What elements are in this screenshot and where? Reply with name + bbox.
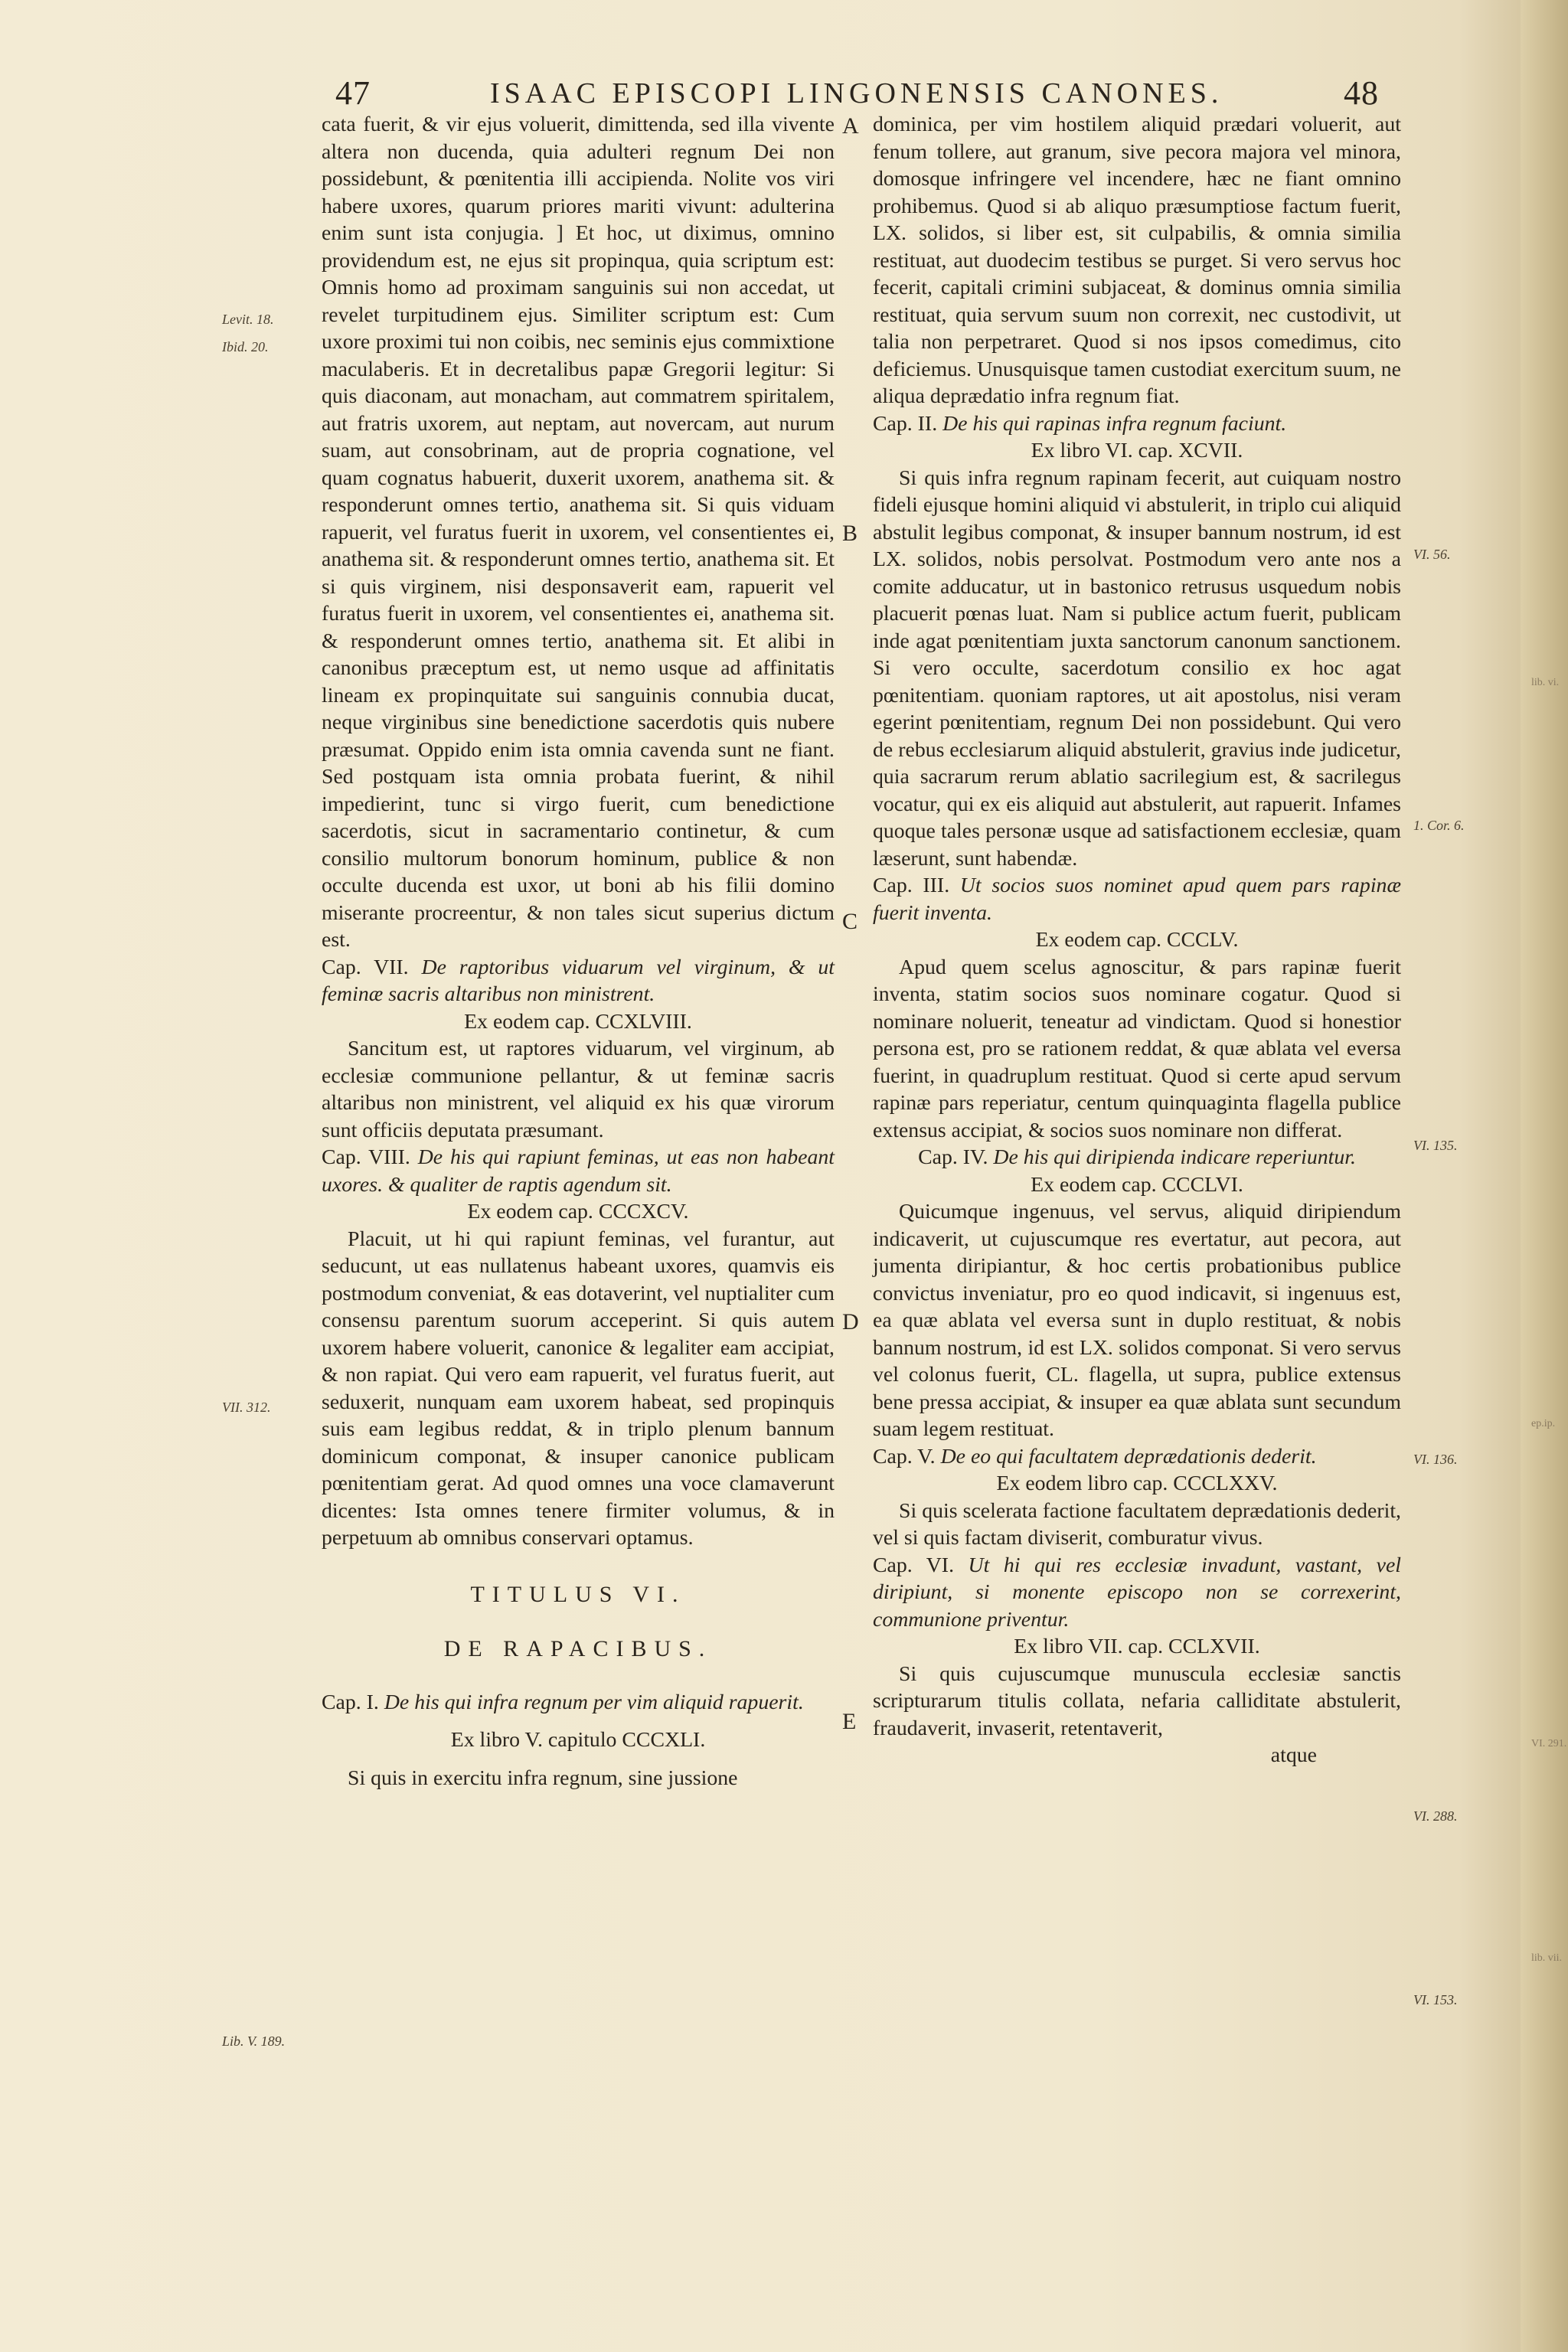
chapter-source: Ex eodem cap. CCCXCV. — [467, 1200, 689, 1223]
chapter-number: Cap. II. — [873, 411, 938, 436]
chapter-heading — [873, 410, 1401, 438]
chapter-number: Cap. V. — [873, 1444, 936, 1468]
titulus-heading — [322, 1581, 835, 1663]
section-letter-c: C — [842, 909, 858, 934]
section-letter-d: D — [842, 1309, 859, 1334]
paragraph: dominica, per vim hostilem aliquid prædari voluerit, aut fenum tollere, aut granum, sive pecora majora vel minora, domosque infringere vel incendere, hæc ne fiant omnino prohibemus. Quod si ab aliquo præsumptiose factum fuerit, LX. solidos, si liber est, sit culpabilis, & omnia similia restituat, aut duodecim testibus se purget. Si vero servus hoc fecerit, capitali crimini subjaceat, & dominus omnia similia restituat, quia servum suum non correxit, nec custodivit, ut talia non perpetraret. Quod si nos ipsos comedimus, cito deficiemus. Unusquisque tamen custodiat exercitum suum, ne aliqua deprædatio infra regnum fiat. — [873, 113, 1401, 408]
margin-note-vi-288: VI. 288. — [1413, 1808, 1458, 1824]
chapter-title: Ut socios suos nominet apud quem pars rapinæ fuerit inventa. — [873, 874, 1401, 925]
chapter-title: De his qui infra regnum per vim aliquid rapuerit. — [384, 1690, 804, 1714]
chapter-source: Ex eodem cap. CCCLVI. — [1031, 1172, 1243, 1197]
chapter-heading — [873, 872, 1401, 926]
edge-fragment: ep.ip. — [1531, 1418, 1556, 1429]
folio-right: 48 — [1344, 74, 1379, 112]
right-column — [873, 111, 1401, 1769]
paragraph: Si quis scelerata factione facultatem deprædationis dederit, vel si quis factam diviserit, comburatur vivus. — [873, 1498, 1401, 1550]
paragraph: Sancitum est, ut raptores viduarum, vel virginum, ab ecclesiæ communione pellantur, & ut feminæ sacris altaribus non ministrent, vel aliquid ex his quæ virorum sunt officiis deputata præsumant. — [322, 1037, 835, 1142]
margin-note-vii-312: VII. 312. — [222, 1400, 271, 1415]
chapter-heading — [322, 1144, 835, 1198]
chapter-source: Ex eodem libro cap. CCCLXXV. — [996, 1472, 1278, 1495]
paragraph: Si quis infra regnum rapinam fecerit, aut cuiquam nostro fideli ejusque homini aliquid vi abstulerit, in triplo cui aliquid abstulit legibus componat, & insuper bannum nostrum, id est LX. solidos, nobis persolvat. Postmodum vero ante nos a comite adducatur, ut in bastonico retrusus usquedum nobis placuerit pœnas luat. Nam si publice actum fuerit, publicam inde agat pœnitentiam juxta sanctorum canonum sanctionem. Si vero occulte, sacerdotum consilio ex hoc agat pœnitentiam. quoniam raptores, ut ait apostolus, nisi veram egerint pœnitentiam, regnum Dei non possidebunt. Qui vero de rebus ecclesiarum aliquid abstulerit, gravius inde judicetur, quia sacrarum rerum ablatio sacrilegium est, & sacrilegus vocatur, qui ex eis aliquid aut abstulerit, aut rapuerit. Infames quoque tales personæ usque ad satisfactionem ecclesiæ, quam læserunt, sunt habendæ. — [873, 466, 1401, 871]
paragraph: Si quis in exercitu infra regnum, sine jussione — [348, 1766, 738, 1790]
chapter-title: Ut hi qui res ecclesiæ invadunt, vastant, vel diripiunt, si monente episcopo non se correxerint, communione priventur. — [873, 1553, 1402, 1632]
chapter-number: Cap. III. — [873, 874, 950, 897]
chapter-number: Cap. VII. — [322, 955, 409, 979]
facing-page-edge — [1521, 0, 1568, 2352]
chapter-heading — [873, 1144, 1401, 1171]
catchword: atque — [1270, 1743, 1317, 1767]
chapter-heading — [322, 1689, 835, 1717]
chapter-source: Ex libro VI. cap. XCVII. — [1031, 439, 1243, 462]
chapter-title: De his qui rapiunt feminas, ut eas non habeant uxores. & qualiter de raptis agendum sit. — [322, 1145, 835, 1197]
section-letter-a: A — [842, 113, 859, 139]
edge-fragment: lib. vi. — [1531, 677, 1560, 688]
chapter-heading — [873, 1443, 1401, 1471]
section-letter-e: E — [842, 1709, 857, 1734]
chapter-source: Ex libro VII. cap. CCLXVII. — [1014, 1635, 1260, 1658]
chapter-source: Ex libro V. capitulo CCCXLI. — [450, 1728, 706, 1752]
margin-note-cor-6: 1. Cor. 6. — [1413, 818, 1465, 833]
margin-note-lib-v-189: Lib. V. 189. — [222, 2034, 286, 2049]
chapter-number: Cap. I. — [322, 1690, 379, 1714]
chapter-title: De his qui rapinas infra regnum faciunt. — [942, 411, 1287, 436]
paragraph: Placuit, ut hi qui rapiunt feminas, vel furantur, aut seducunt, ut eas nullatenus habeant uxores, quamvis eis postmodum conveniat, & eas dotaverint, vel nuptialiter cum consensu parentum suorum acceperint. Si quis autem uxorem habere voluerit, canonice & legaliter eam accipiat, & non rapiat. Qui vero eam rapuerit, vel furatus fuerit, aut seduxerit, nunquam eam uxorem habeat, sed propinquis suis eam legibus reddat, & in triplo plenum bannum dominicum componat, & insuper canonice publicam pœnitentiam gerat. Ad quod omnes una voce clamaverunt dicentes: Ista omnes tenere firmiter volumus, & in perpetuum ab omnibus conservari optamus. — [322, 1227, 835, 1550]
left-column — [322, 111, 835, 1792]
chapter-number: Cap. IV. — [918, 1145, 988, 1169]
paragraph: cata fuerit, & vir ejus voluerit, dimittenda, sed illa vivente altera non ducenda, quia adulteri regnum Dei non possidebunt, & pœnitentia illi accipienda. Nolite vos viri habere uxores, quarum priores mariti vivunt: adulterina enim sunt ista conjugia. ] Et hoc, ut diximus, omnino providendum est, ne ejus sit propinqua, quia scriptum est: Omnis homo ad proximam sanguinis sui non accedat, ut revelet turpitudinem ejus. Similiter scriptum est: Cum uxore proximi tui non coibis, nec seminis ejus commixtione maculaberis. Et in decretalibus papæ Gregorii legitur: Si quis diaconam, aut monacham, aut commatrem spiritalem, aut fratris uxorem, aut neptam, aut novercam, aut nurum suam, aut consobrinam, aut de propria cognatione, vel quam cognatus habuerit, duxerit uxorem, anathema sit. & responderunt omnes tertio, anathema sit. Si quis viduam rapuerit, vel furatus fuerit in uxorem, vel consentientes ei, anathema sit. & responderunt omnes tertio, anathema sit. Et si quis virginem, nisi desponsaverit eam, rapuerit vel furatus fuerit in uxorem, vel consentientes ei, anathema sit. & responderunt omnes tertio, anathema sit. Et alibi in canonibus præceptum est, ut nemo usque ad affinitatis lineam ex propinquitate sui sanguinis connubia ducat, neque virginibus sine benedictione sacerdotis quis nubere præsumat. Oppido enim ista omnia cavenda sunt ne fiant. Sed postquam ista omnia probata fuerint, & nihil impedierint, tunc si virgo fuerit, cum benedictione sacerdotis, sicut in sacramentario continetur, & cum consilio multorum bonorum hominum, publice & non occulte ducenda est uxor, ut boni ab his filii domino miserante procreentur, & non tales sicut superius dictum est. — [322, 113, 835, 952]
titulus-name: DE RAPACIBUS. — [443, 1636, 713, 1661]
folio-left: 47 — [335, 74, 371, 112]
paragraph: Si quis cujuscumque munuscula ecclesiæ sanctis scripturarum titulis collata, nefaria calliditate abstulerit, fraudaverit, invaserit, retentaverit, — [873, 1661, 1401, 1740]
margin-note-vi-135: VI. 135. — [1413, 1138, 1458, 1153]
chapter-source: Ex eodem cap. CCXLVIII. — [464, 1009, 692, 1034]
margin-note-vi-136: VI. 136. — [1413, 1452, 1458, 1467]
titulus-number: TITULUS VI. — [470, 1581, 686, 1607]
chapter-number: Cap. VI. — [873, 1553, 955, 1577]
running-head: ISAAC EPISCOPI LINGONENSIS CANONES. — [490, 77, 1223, 109]
margin-note-vi-153: VI. 153. — [1413, 1992, 1458, 2007]
chapter-heading — [873, 1552, 1401, 1634]
chapter-heading — [322, 954, 835, 1008]
margin-note-vi-56: VI. 56. — [1413, 547, 1451, 562]
edge-fragment: VI. 291. — [1531, 1738, 1567, 1749]
chapter-title: De raptoribus viduarum vel virginum, & ut feminæ sacris altaribus non ministrent. — [322, 955, 835, 1006]
chapter-source: Ex eodem cap. CCCLV. — [1035, 928, 1239, 952]
margin-note-ibid: Ibid. 20. — [222, 339, 269, 354]
chapter-title: De eo qui facultatem deprædationis dederit. — [940, 1444, 1317, 1468]
paragraph: Apud quem scelus agnoscitur, & pars rapinæ fuerit inventa, statim socios suos nominare cogatur. Quod si nominare noluerit, teneatur ad vindictam. Quod si honestior persona est, pro se rationem reddat, & quæ ablata vel eversa fuerint, in quadruplum restituat. Quod si certe apud servum rapinæ pars reperiatur, centum quinquaginta flagella publice extensus accipiat, & socios suos nominare non differat. — [873, 955, 1401, 1142]
margin-note-levit: Levit. 18. — [222, 312, 274, 327]
edge-fragment: lib. vii. — [1531, 1952, 1563, 1964]
chapter-title: De his qui diripienda indicare reperiuntur. — [993, 1145, 1356, 1169]
paragraph: Quicumque ingenuus, vel servus, aliquid diripiendum indicaverit, ut cujuscumque res evertatur, aut pecora, aut jumenta diripiantur, & hoc certis probationibus publice convictus inveniatur, pro eo quod indicavit, si ingenuus est, ea quæ ablata vel eversa sunt in duplo restituat, & nobis bannum nostrum, id est LX. solidos componat. Si vero servus vel colonus fuerit, CL. flagella, ut supra, publice extensus bene pressa accipiat, & insuper ea quæ ablata sunt secundum suam legem restituat. — [873, 1200, 1401, 1441]
chapter-number: Cap. VIII. — [322, 1145, 410, 1169]
section-letter-b: B — [842, 521, 858, 546]
